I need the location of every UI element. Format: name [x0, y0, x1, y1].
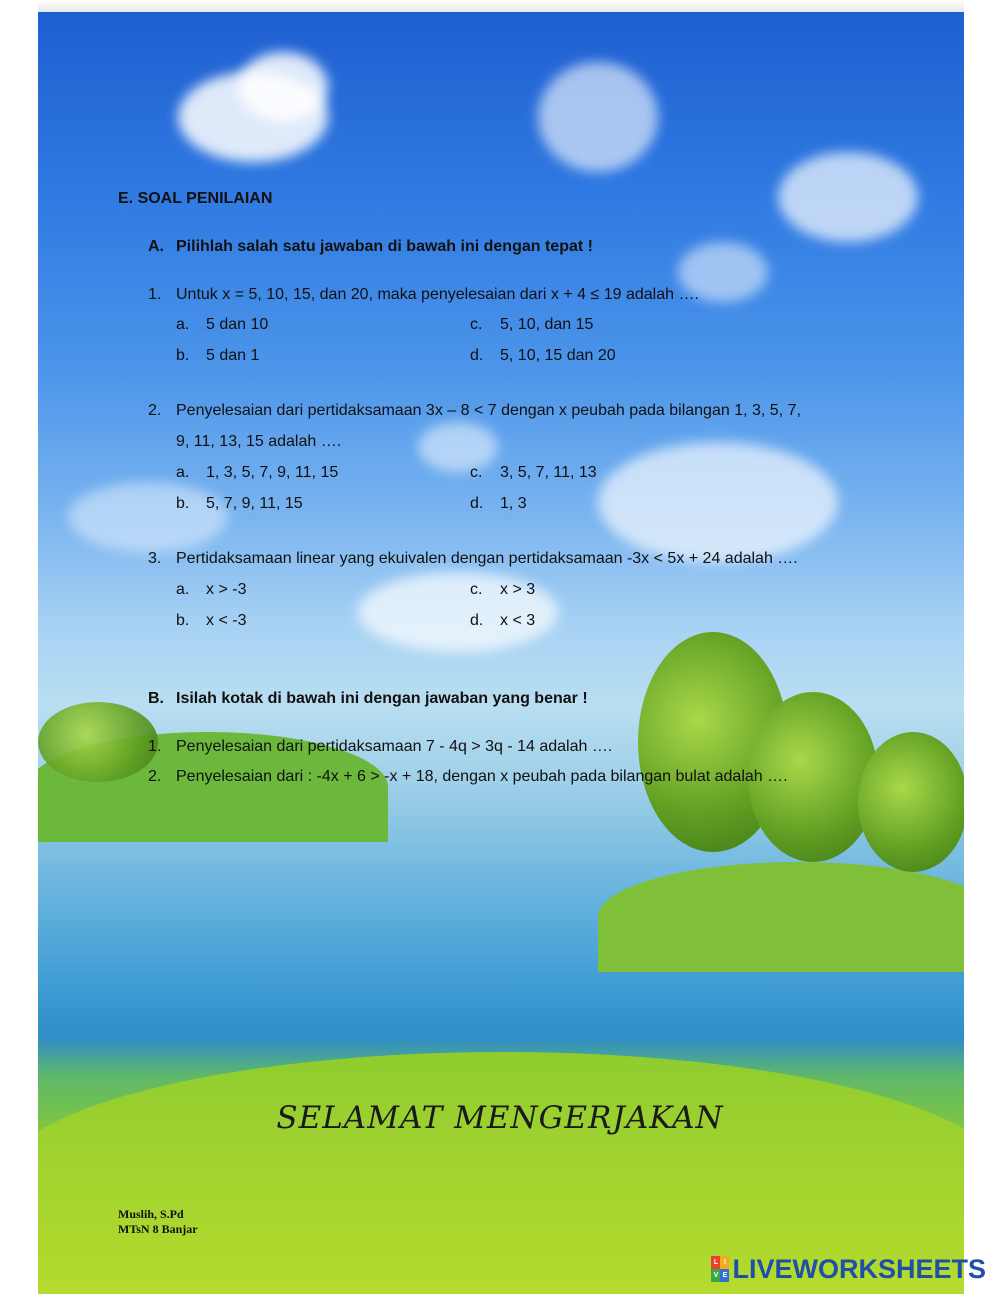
option-a2-b[interactable]: [176, 495, 303, 513]
option-text: 1, 3: [500, 495, 527, 512]
question-a2: [148, 402, 801, 420]
liveworksheets-logo-icon: [711, 1256, 729, 1282]
part-b-heading: [148, 690, 588, 708]
option-text: x > -3: [206, 581, 247, 598]
option-letter: b.: [176, 347, 190, 364]
option-a3-d[interactable]: [470, 612, 535, 630]
question-text-continuation: 9, 11, 13, 15 adalah ….: [176, 433, 342, 450]
closing-message: SELAMAT MENGERJAKAN: [276, 1100, 724, 1136]
question-number: 3.: [148, 550, 162, 567]
part-a-heading: [148, 238, 593, 256]
option-letter: d.: [470, 495, 484, 512]
question-text: Pertidaksamaan linear yang ekuivalen dengan pertidaksamaan -3x < 5x + 24 adalah ….: [176, 550, 798, 567]
option-letter: c.: [470, 464, 483, 481]
option-letter: a.: [176, 464, 190, 481]
question-number: 2.: [148, 768, 162, 785]
option-text: 5 dan 1: [206, 347, 260, 364]
option-a1-a[interactable]: [176, 316, 268, 334]
question-a1: [148, 286, 699, 304]
brand-text: LIVEWORKSHEETS: [732, 1253, 986, 1284]
option-a3-c[interactable]: [470, 581, 535, 599]
option-a1-b[interactable]: [176, 347, 259, 365]
part-b-instruction: Isilah kotak di bawah ini dengan jawaban yang benar !: [176, 690, 588, 707]
part-a-label: A.: [148, 238, 164, 255]
option-text: x > 3: [500, 581, 536, 598]
option-letter: c.: [470, 316, 483, 333]
question-number: 1.: [148, 286, 162, 303]
author-school: MTsN 8 Banjar: [118, 1222, 198, 1236]
option-text: 5, 10, 15 dan 20: [500, 347, 616, 364]
part-b-label: B.: [148, 690, 164, 707]
logo-letter: L: [711, 1256, 720, 1269]
option-a1-d[interactable]: [470, 347, 616, 365]
question-number: 1.: [148, 738, 162, 755]
option-letter: b.: [176, 495, 190, 512]
option-text: 5 dan 10: [206, 316, 269, 333]
option-a2-a[interactable]: [176, 464, 338, 482]
option-letter: d.: [470, 347, 484, 364]
question-text: Untuk x = 5, 10, 15, dan 20, maka penyelesaian dari x + 4 ≤ 19 adalah ….: [176, 286, 699, 303]
section-title: E. SOAL PENILAIAN: [118, 190, 273, 207]
option-text: x < 3: [500, 612, 536, 629]
option-text: 5, 10, dan 15: [500, 316, 594, 333]
option-text: 5, 7, 9, 11, 15: [206, 495, 303, 512]
option-a2-c[interactable]: [470, 464, 597, 482]
question-text: Penyelesaian dari pertidaksamaan 7 - 4q > 3q - 14 adalah ….: [176, 738, 613, 755]
author-block: [118, 1207, 198, 1237]
option-text: x < -3: [206, 612, 247, 629]
option-letter: a.: [176, 581, 190, 598]
option-a3-a[interactable]: [176, 581, 246, 599]
author-name: Muslih, S.Pd: [118, 1207, 184, 1221]
question-number: 2.: [148, 402, 162, 419]
option-a2-d[interactable]: [470, 495, 527, 513]
option-a3-b[interactable]: [176, 612, 246, 630]
option-letter: a.: [176, 316, 190, 333]
option-letter: c.: [470, 581, 483, 598]
option-text: 3, 5, 7, 11, 13: [500, 464, 597, 481]
part-a-instruction: Pilihlah salah satu jawaban di bawah ini dengan tepat !: [176, 238, 593, 255]
question-text: Penyelesaian dari : -4x + 6 > -x + 18, dengan x peubah pada bilangan bulat adalah ….: [176, 768, 788, 785]
liveworksheets-brand[interactable]: [711, 1254, 986, 1284]
option-letter: d.: [470, 612, 484, 629]
logo-letter: I: [720, 1256, 729, 1269]
option-text: 1, 3, 5, 7, 9, 11, 15: [206, 464, 339, 481]
question-b2: [148, 768, 788, 786]
question-b1: [148, 738, 612, 756]
question-a3: [148, 550, 798, 568]
question-text: Penyelesaian dari pertidaksamaan 3x – 8 < 7 dengan x peubah pada bilangan 1, 3, 5, 7,: [176, 402, 801, 419]
logo-letter: E: [720, 1269, 729, 1282]
option-letter: b.: [176, 612, 190, 629]
option-a1-c[interactable]: [470, 316, 593, 334]
logo-letter: V: [711, 1269, 720, 1282]
